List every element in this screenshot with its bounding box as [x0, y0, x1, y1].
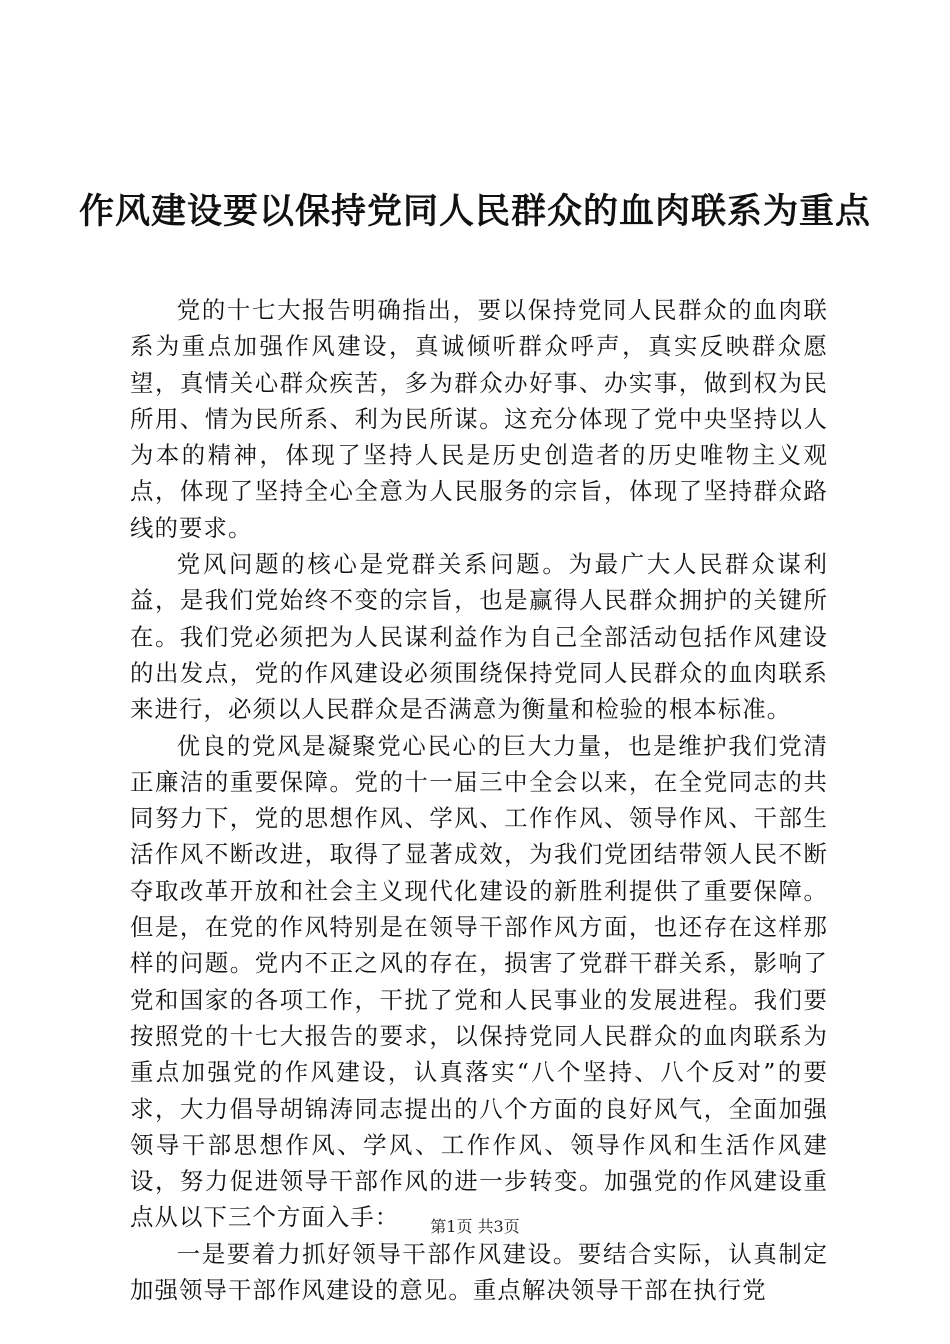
document-title: 作风建设要以保持党同人民群众的血肉联系为重点 — [78, 191, 871, 232]
page-footer: 第1页 共3页 — [430, 1217, 520, 1236]
paragraph-4: 一是要着力抓好领导干部作风建设。要结合实际，认真制定加强领导干部作风建设的意见。重点解决领导干部在执行党 — [130, 1239, 828, 1305]
paragraph-3: 优良的党风是凝聚党心民心的巨大力量，也是维护我们党清正廉洁的重要保障。党的十一届三中全会以来，在全党同志的共同努力下，党的思想作风、学风、工作作风、领导作风、干部生活作风不断改进，取得了显著成效，为我们党团结带领人民不断夺取改革开放和社会主义现代化建设的新胜利提供了重要保障。但是，在党的作风特别是在领导干部作风方面，也还存在这样那样的问题。党内不正之风的存在，损害了党群干群关系，影响了党和国家的各项工作，干扰了党和人民事业的发展进程。我们要按照党的十七大报告的要求，以保持党同人民群众的血肉联系为重点加强党的作风建设，认真落实“八个坚持、八个反对”的要求，大力倡导胡锦涛同志提出的八个方面的良好风气，全面加强领导干部思想作风、学风、工作作风、领导作风和生活作风建设，努力促进领导干部作风的进一步转变。加强党的作风建设重点从以下三个方面入手： — [130, 731, 828, 1232]
paragraph-1: 党的十七大报告明确指出，要以保持党同人民群众的血肉联系为重点加强作风建设，真诚倾听群众呼声，真实反映群众愿望，真情关心群众疾苦，多为群众办好事、办实事，做到权为民所用、情为民所系、利为民所谋。这充分体现了党中央坚持以人为本的精神，体现了坚持人民是历史创造者的历史唯物主义观点，体现了坚持全心全意为人民服务的宗旨，体现了坚持群众路线的要求。 — [130, 296, 828, 542]
paragraph-2: 党风问题的核心是党群关系问题。为最广大人民群众谋利益，是我们党始终不变的宗旨，也是赢得人民群众拥护的关键所在。我们党必须把为人民谋利益作为自己全部活动包括作风建设的出发点，党的作风建设必须围绕保持党同人民群众的血肉联系来进行，必须以人民群众是否满意为衡量和检验的根本标准。 — [130, 550, 828, 724]
document-body — [130, 292, 828, 1308]
